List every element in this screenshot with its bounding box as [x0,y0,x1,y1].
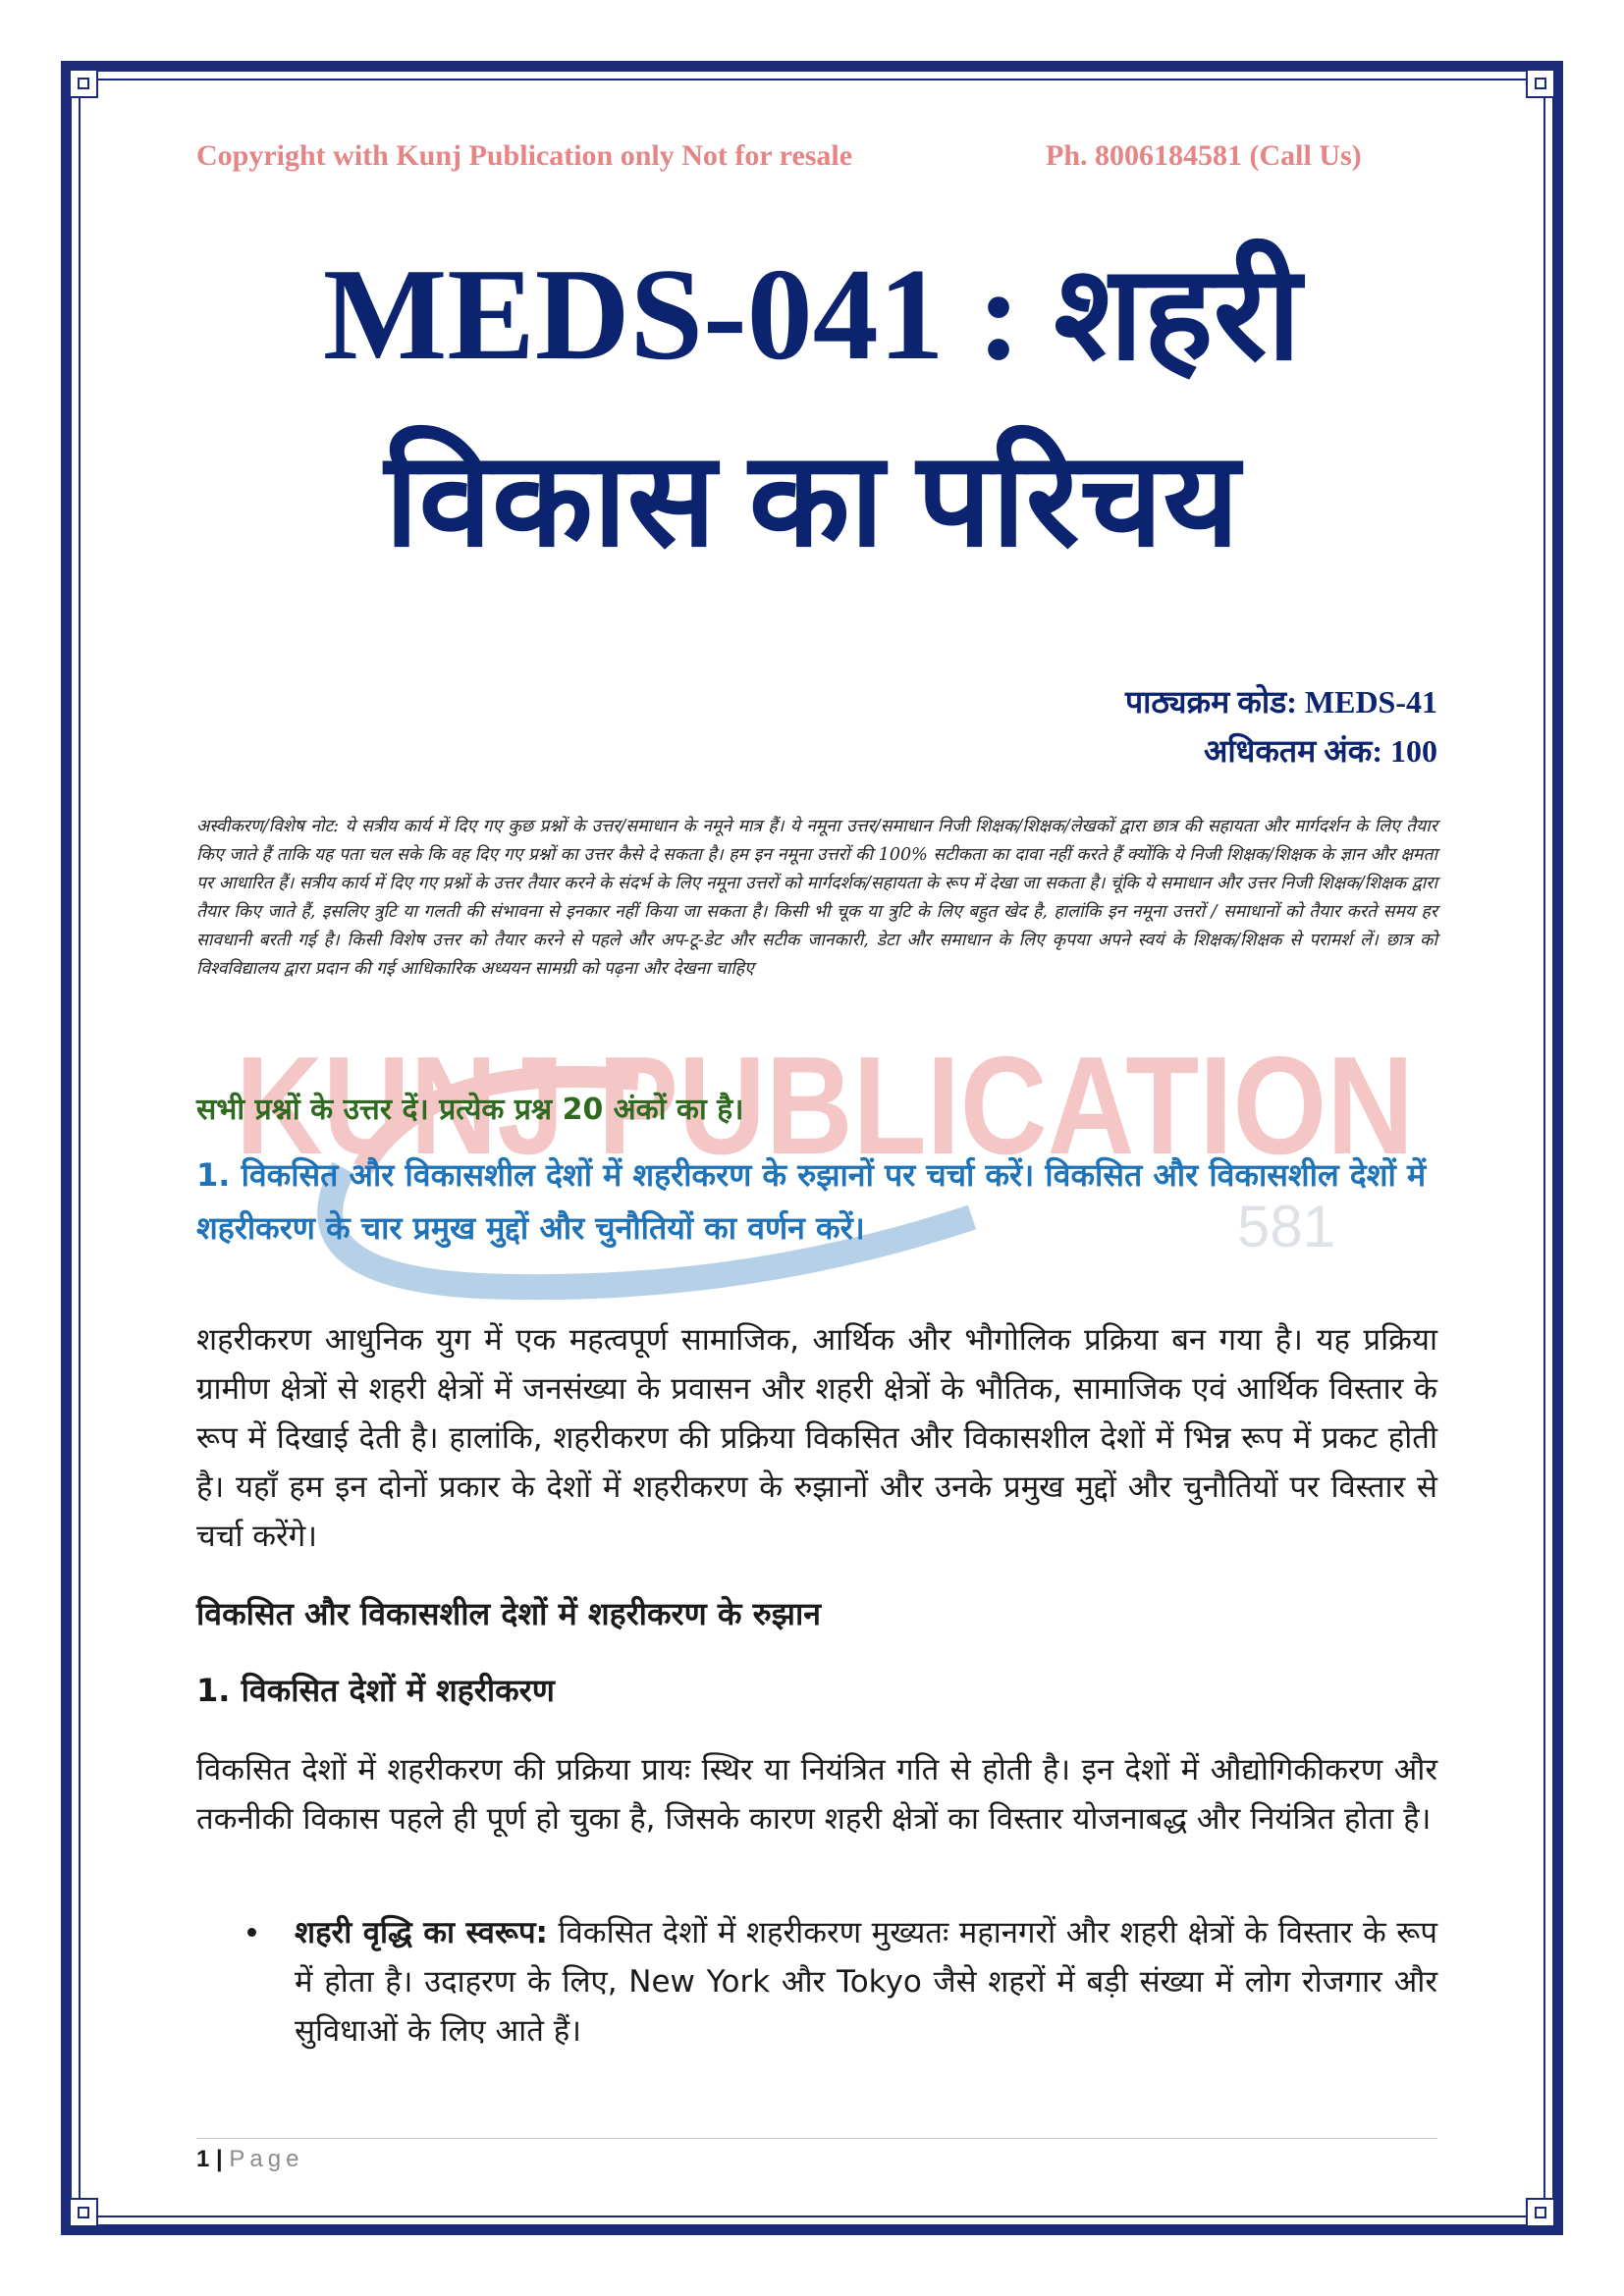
question-1: 1. विकसित और विकासशील देशों में शहरीकरण के रुझानों पर चर्चा करें। विकसित और विकासशील देशों में शहरीकरण के चार प्रमुख मुद्दों और चुनौतियों का वर्णन करें। [196,1156,1427,1247]
max-marks-label: अधिकतम अंक: [1203,733,1382,769]
page-number: 1 [196,2146,210,2172]
answer-paragraph-intro: शहरीकरण आधुनिक युग में एक महत्वपूर्ण सामाजिक, आर्थिक और भौगोलिक प्रक्रिया बन गया है। यह प्रक्रिया ग्रामीण क्षेत्रों से शहरी क्षेत्रों में जनसंख्या के प्रवासन और शहरी क्षेत्रों के भौतिक, सामाजिक एवं आर्थिक विस्तार के रूप में दिखाई देती है। हालांकि, शहरीकरण की प्रक्रिया विकसित और विकासशील देशों में भिन्न रूप में प्रकट होती है। यहाँ हम इन दोनों प्रकार के देशों में शहरीकरण के रुझानों और उनके प्रमुख मुद्दों और चुनौतियों पर विस्तार से चर्चा करेंगे। [196,1322,1437,1554]
border-corner-ornament [69,2198,98,2227]
border-corner-ornament [1526,69,1555,98]
bullet-dot-icon [247,1928,256,1937]
course-code-row [1125,677,1437,726]
bullet-lead: शहरी वृद्धि का स्वरूप: [295,1915,548,1950]
course-code-label: पाठ्यक्रम कोड: [1124,684,1297,720]
page-word: Page [229,2146,304,2172]
title-line-2: विकास का परिचय [384,428,1240,573]
watermark-text: KUNJ PUBLICATION [236,1028,1414,1184]
copyright-line [196,139,1434,173]
title-line-1: MEDS-041 : शहरी [322,241,1302,387]
instruction-text: सभी प्रश्नों के उत्तर दें। प्रत्येक प्रश्न 20 अंकों का है। [196,1093,744,1127]
footer-separator: | [216,2146,223,2172]
border-corner-ornament [1526,2198,1555,2227]
section-heading-trends: विकसित और विकासशील देशों में शहरीकरण के रुझान [196,1595,822,1632]
border-corner-ornament [69,69,98,98]
footer-divider [196,2138,1437,2139]
watermark-phone: 581 [1237,1194,1336,1259]
max-marks-row [1125,726,1437,775]
bullet-list [196,1908,1437,2056]
document-title [147,221,1477,594]
copyright-text: Copyright with Kunj Publication only Not for resale [196,139,853,172]
bullet-item [196,1908,1437,2056]
course-info [1125,677,1437,775]
subsection-heading-developed: 1. विकसित देशों में शहरीकरण [196,1672,555,1709]
bullet-text: विकसित देशों में शहरीकरण मुख्यतः महानगरों और शहरी क्षेत्रों के विस्तार के रूप में होता है। उदाहरण के लिए, New York और Tokyo जैसे शहरों में बड़ी संख्या में लोग रोजगार और सुविधाओं के लिए आते हैं। [295,1915,1437,2049]
page-footer [196,2146,303,2173]
disclaimer-note: अस्वीकरण/विशेष नोट: ये सत्रीय कार्य में दिए गए कुछ प्रश्नों के उत्तर/समाधान के नमूने मात्र हैं। ये नमूना उत्तर/समाधान निजी शिक्षक/शिक्षक/लेखकों द्वारा छात्र की सहायता और मार्गदर्शन के लिए तैयार किए जाते हैं ताकि यह पता चल सके कि वह दिए गए प्रश्नों का उत्तर कैसे दे सकता है। हम इन नमूना उत्तरों की 100% सटीकता का दावा नहीं करते हैं क्योंकि ये निजी शिक्षक/शिक्षक के ज्ञान और क्षमता पर आधारित हैं। सत्रीय कार्य में दिए गए प्रश्नों के उत्तर तैयार करने के संदर्भ के लिए नमूना उत्तरों को मार्गदर्शक/सहायता के रूप में देखा जा सकता है। चूंकि ये समाधान और उत्तर निजी शिक्षक/शिक्षक द्वारा तैयार किए जाते हैं, इसलिए त्रुटि या गलती की संभावना से इनकार नहीं किया जा सकता है। किसी भी चूक या त्रुटि के लिए बहुत खेद है, हालांकि इन नमूना उत्तरों / समाधानों को तैयार करते समय हर सावधानी बरती गई है। किसी विशेष उत्तर को तैयार करने से पहले और अप-टू-डेट और सटीक जानकारी, डेटा और समाधान के लिए कृपया अपने स्वयं के शिक्षक/शिक्षक से परामर्श लें। छात्र को विश्वविद्यालय द्वारा प्रदान की गई आधिकारिक अध्ययन सामग्री को पढ़ना और देखना चाहिए [196,817,1437,979]
answer-paragraph-developed: विकसित देशों में शहरीकरण की प्रक्रिया प्रायः स्थिर या नियंत्रित गति से होती है। इन देशों में औद्योगिकीकरण और तकनीकी विकास पहले ही पूर्ण हो चुका है, जिसके कारण शहरी क्षेत्रों का विस्तार योजनाबद्ध और नियंत्रित होता है। [196,1752,1437,1837]
course-code-value: MEDS-41 [1304,684,1437,720]
max-marks-value: 100 [1390,733,1437,769]
contact-phone: Ph. 8006184581 (Call Us) [1046,139,1362,172]
